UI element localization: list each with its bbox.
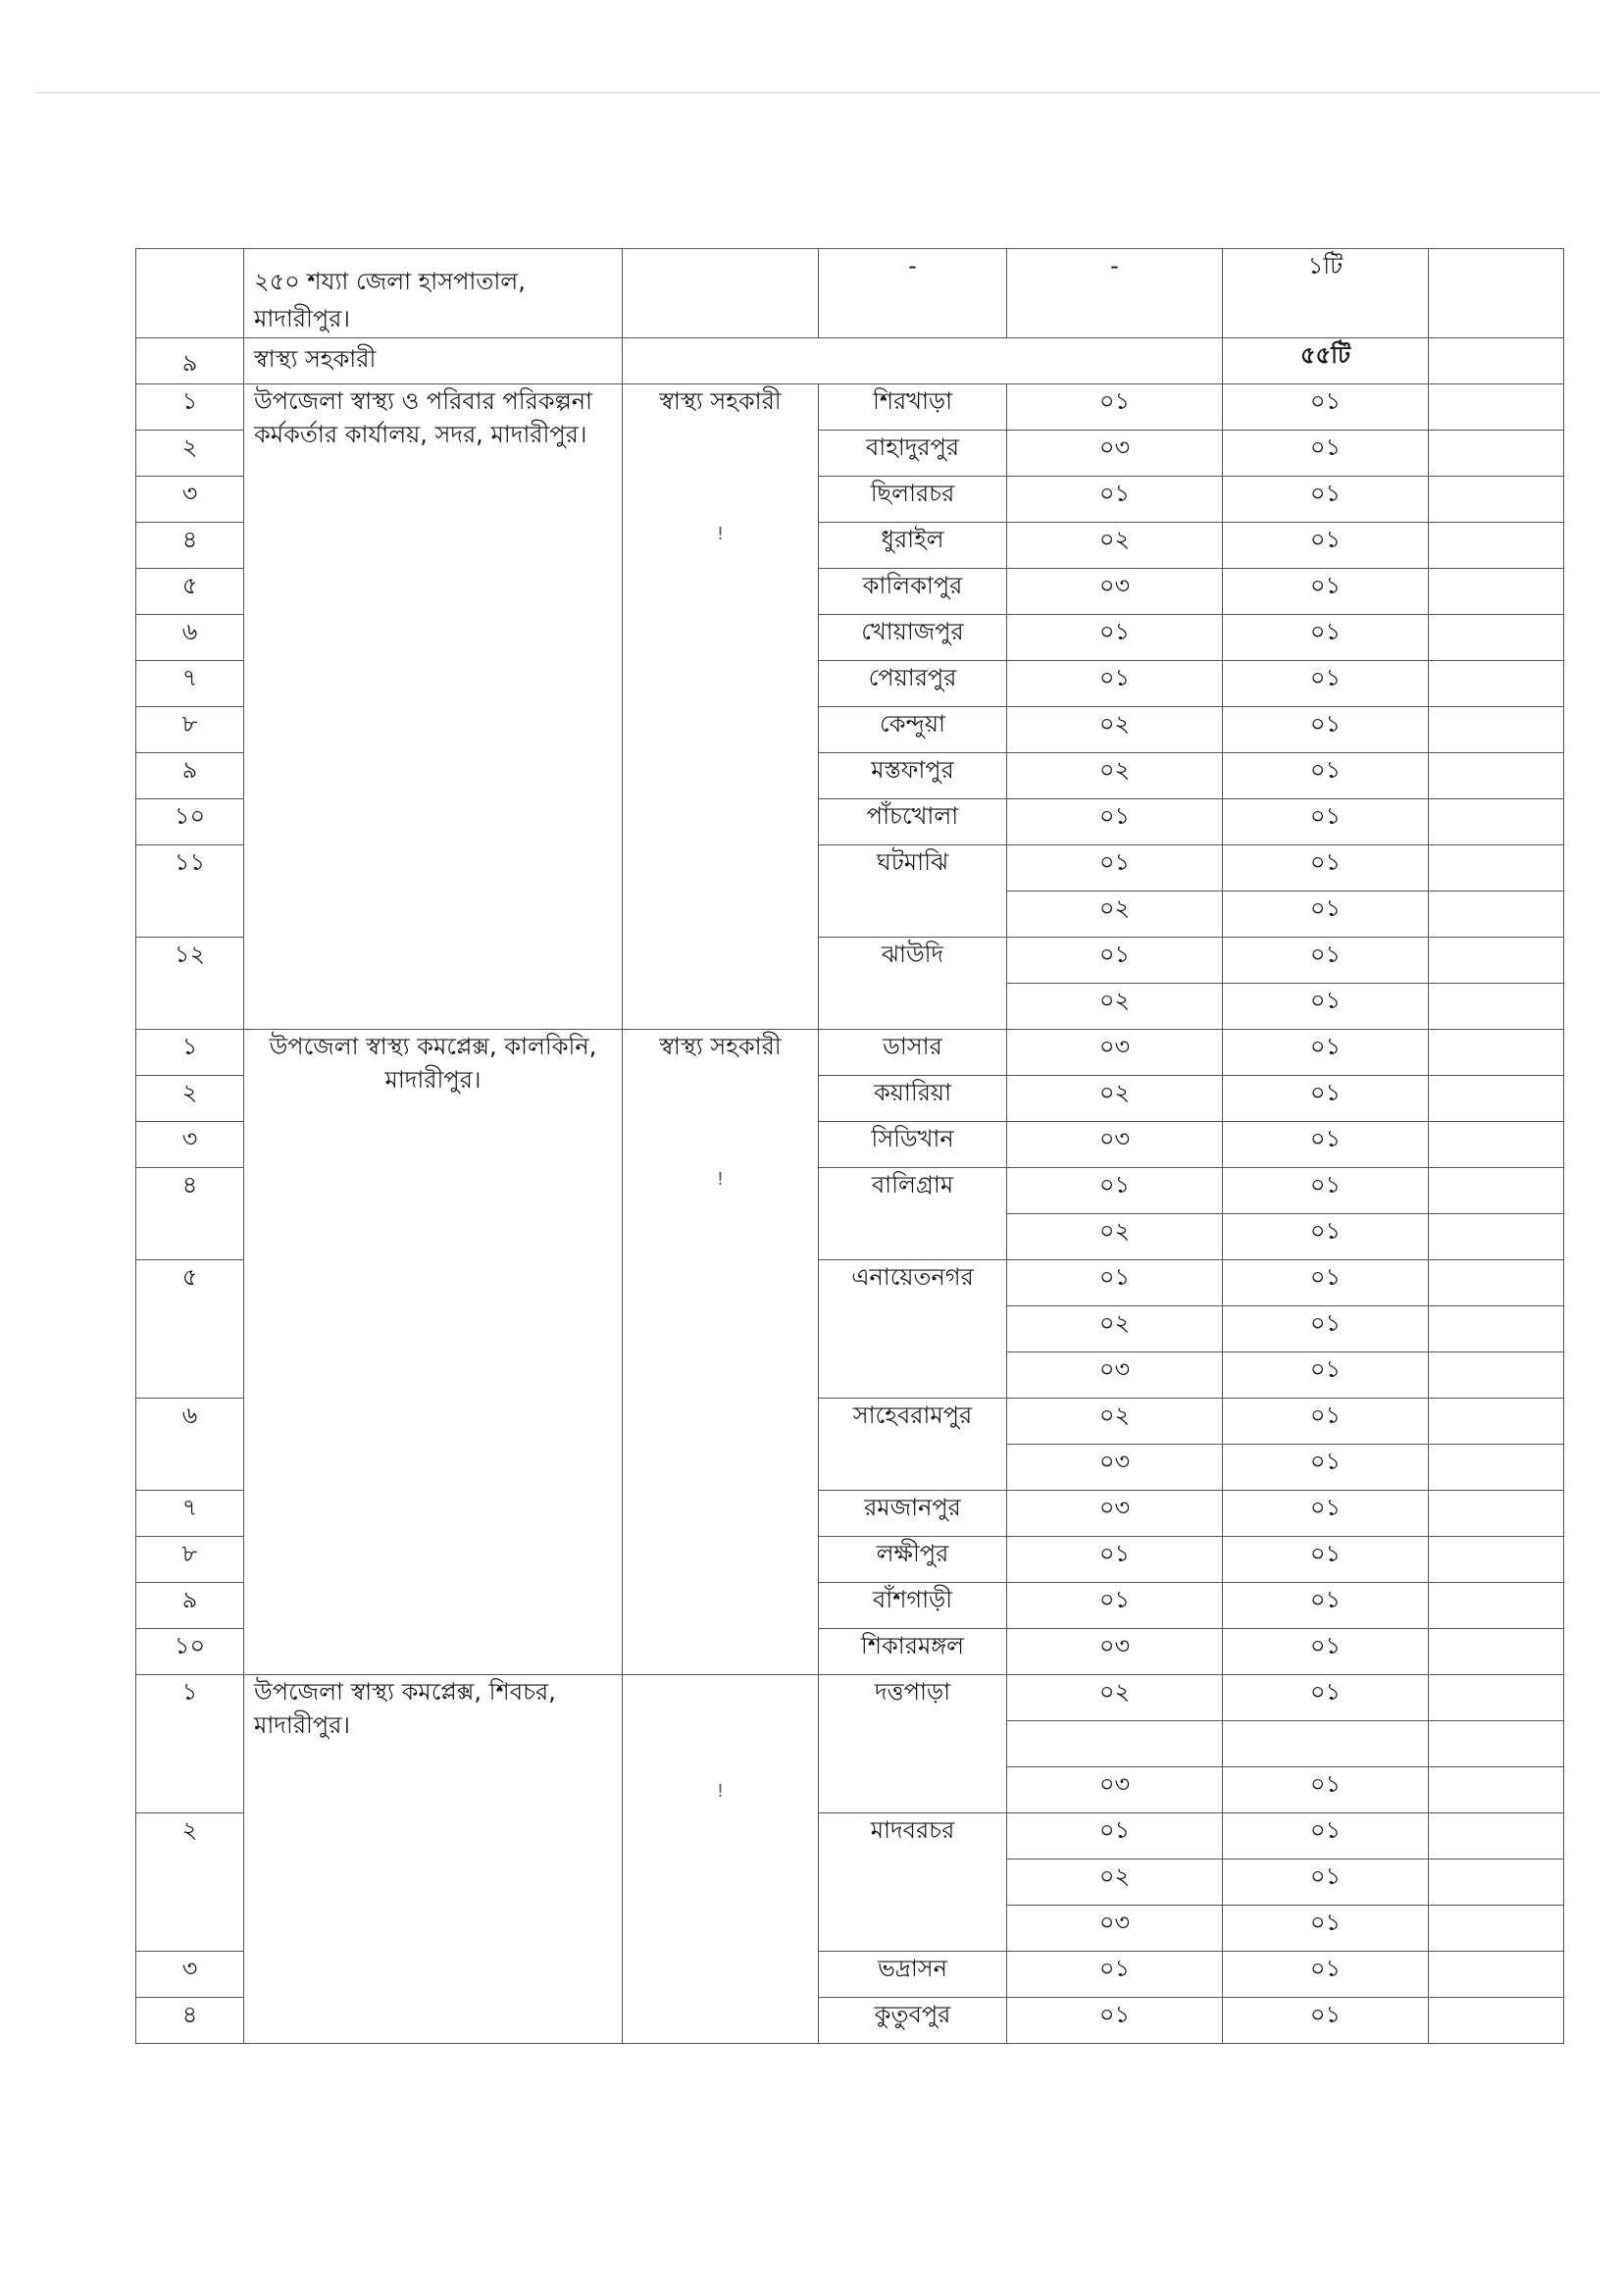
union-cell: কুতুবপুর: [819, 1998, 1007, 2044]
post-cell: [623, 1675, 819, 2044]
posts-cell: ০১: [1223, 1214, 1429, 1260]
remarks-cell: [1429, 569, 1564, 615]
remarks-cell: [1429, 1998, 1564, 2044]
tick-mark: !: [716, 1781, 725, 1802]
table-row: [136, 1675, 1564, 1721]
posts-cell: ০১: [1223, 845, 1429, 892]
section-title: স্বাস্থ্য সহকারী: [244, 338, 623, 384]
serial-cell: ৭: [136, 661, 244, 707]
posts-cell: ০১: [1223, 799, 1429, 845]
remarks-cell: [1429, 615, 1564, 661]
header-row: [136, 249, 1564, 338]
posts-cell: ০১: [1223, 1306, 1429, 1352]
ward-cell: ০৩: [1007, 1767, 1223, 1813]
remarks-cell: [1429, 1122, 1564, 1168]
ward-cell: ০৩: [1007, 1122, 1223, 1168]
posts-cell: ০১: [1223, 984, 1429, 1030]
ward-cell: ০৩: [1007, 1906, 1223, 1952]
serial-cell: ৮: [136, 707, 244, 753]
section-serial: ৯: [136, 338, 244, 384]
ward-cell: ০২: [1007, 523, 1223, 569]
posts-cell: ০১: [1223, 384, 1429, 431]
remarks-cell: [1429, 845, 1564, 892]
posts-cell: ০১: [1223, 1629, 1429, 1675]
vacancy-table: [135, 248, 1564, 2044]
union-cell: ঝাউদি: [819, 938, 1007, 1030]
serial-cell: ৪: [136, 1998, 244, 2044]
union-cell: খোয়াজপুর: [819, 615, 1007, 661]
ward-cell: ০১: [1007, 1583, 1223, 1629]
union-cell: ছিলারচর: [819, 477, 1007, 523]
serial-cell: ৬: [136, 1399, 244, 1491]
serial-cell: ৪: [136, 1168, 244, 1260]
section-total: ৫৫টি: [1223, 338, 1429, 384]
section-row: [136, 338, 1564, 384]
remarks-cell: [1429, 799, 1564, 845]
remarks-cell: [1429, 523, 1564, 569]
remarks-cell: [1429, 938, 1564, 984]
ward-cell: ০৩: [1007, 431, 1223, 477]
union-cell: সিডিখান: [819, 1122, 1007, 1168]
ward-cell: ০১: [1007, 799, 1223, 845]
remarks-cell: [1429, 1030, 1564, 1076]
union-cell: কালিকাপুর: [819, 569, 1007, 615]
remarks-cell: [1429, 661, 1564, 707]
remarks-cell: [1429, 1583, 1564, 1629]
ward-cell: ০২: [1007, 1399, 1223, 1445]
ward-cell: [1007, 1721, 1223, 1767]
remarks-cell: [1429, 1721, 1564, 1767]
posts-cell: ০১: [1223, 1537, 1429, 1583]
serial-cell: ৩: [136, 1122, 244, 1168]
union-cell: দত্তপাড়া: [819, 1675, 1007, 1813]
ward-cell: ০৩: [1007, 1030, 1223, 1076]
tick-mark: !: [716, 524, 725, 544]
remarks-cell: [1429, 477, 1564, 523]
table-row: [136, 1030, 1564, 1076]
post-label: স্বাস্থ্য সহকারী: [659, 387, 782, 415]
remarks-cell: [1429, 338, 1564, 384]
remarks-cell: [1429, 1629, 1564, 1675]
union-cell: মাদবরচর: [819, 1813, 1007, 1952]
remarks-cell: [1429, 1445, 1564, 1491]
serial-cell: ১০: [136, 799, 244, 845]
ward-cell: ০১: [1007, 384, 1223, 431]
posts-cell: ০১: [1223, 1906, 1429, 1952]
remarks-cell: [1429, 1906, 1564, 1952]
posts-cell: ০১: [1223, 1675, 1429, 1721]
union-cell: ডাসার: [819, 1030, 1007, 1076]
serial-cell: ৭: [136, 1491, 244, 1537]
serial-cell: ২: [136, 1813, 244, 1952]
union-cell: কয়ারিয়া: [819, 1076, 1007, 1122]
remarks-cell: [1429, 1306, 1564, 1352]
posts-cell: ০১: [1223, 661, 1429, 707]
posts-cell: ০১: [1223, 753, 1429, 799]
remarks-cell: [1429, 753, 1564, 799]
office-cell: উপজেলা স্বাস্থ্য কমপ্লেক্স, কালকিনি, মাদারীপুর।: [244, 1030, 623, 1675]
posts-cell: ০১: [1223, 1998, 1429, 2044]
office-cell: ২৫০ শয্যা জেলা হাসপাতাল, মাদারীপুর।: [244, 249, 623, 338]
union-cell: বাহাদুরপুর: [819, 431, 1007, 477]
union-cell: কেন্দুয়া: [819, 707, 1007, 753]
ward-cell: ০১: [1007, 661, 1223, 707]
remarks-cell: [1429, 1260, 1564, 1306]
posts-cell: ১টি: [1223, 249, 1429, 338]
post-cell: [623, 1030, 819, 1675]
union-cell: লক্ষীপুর: [819, 1537, 1007, 1583]
posts-cell: ০১: [1223, 892, 1429, 938]
posts-cell: ০১: [1223, 569, 1429, 615]
union-cell: শিকারমঙ্গল: [819, 1629, 1007, 1675]
serial-cell: ৯: [136, 753, 244, 799]
union-cell: ভদ্রাসন: [819, 1952, 1007, 1998]
serial-cell: ৪: [136, 523, 244, 569]
union-cell: মস্তফাপুর: [819, 753, 1007, 799]
remarks-cell: [1429, 249, 1564, 338]
ward-cell: ০২: [1007, 1306, 1223, 1352]
serial-cell: ৮: [136, 1537, 244, 1583]
ward-cell: ০৩: [1007, 569, 1223, 615]
serial-cell: ১: [136, 384, 244, 431]
remarks-cell: [1429, 1491, 1564, 1537]
union-cell: ঘটমাঝি: [819, 845, 1007, 938]
posts-cell: ০১: [1223, 1260, 1429, 1306]
posts-cell: ০১: [1223, 1583, 1429, 1629]
union-cell: এনায়েতনগর: [819, 1260, 1007, 1399]
posts-cell: [1223, 1721, 1429, 1767]
ward-cell: ০২: [1007, 1675, 1223, 1721]
ward-cell: ০১: [1007, 1998, 1223, 2044]
serial-cell: ৫: [136, 569, 244, 615]
ward-cell: ০৩: [1007, 1491, 1223, 1537]
remarks-cell: [1429, 1860, 1564, 1906]
serial-cell: ৬: [136, 615, 244, 661]
posts-cell: ০১: [1223, 1813, 1429, 1860]
ward-cell: ০১: [1007, 1952, 1223, 1998]
serial-cell: ৩: [136, 1952, 244, 1998]
ward-cell: ০২: [1007, 707, 1223, 753]
ward-cell: ০২: [1007, 1860, 1223, 1906]
serial-cell: ১২: [136, 938, 244, 1030]
remarks-cell: [1429, 892, 1564, 938]
table-row: [136, 384, 1564, 431]
ward-cell: ০১: [1007, 615, 1223, 661]
serial-cell: ১১: [136, 845, 244, 938]
remarks-cell: [1429, 1168, 1564, 1214]
ward-cell: ০২: [1007, 984, 1223, 1030]
posts-cell: ০১: [1223, 1122, 1429, 1168]
ward-cell: ০২: [1007, 1076, 1223, 1122]
office-cell: উপজেলা স্বাস্থ্য ও পরিবার পরিকল্পনা কর্মকর্তার কার্যালয়, সদর, মাদারীপুর।: [244, 384, 623, 1030]
serial-cell: ১: [136, 1030, 244, 1076]
serial-cell: ২: [136, 1076, 244, 1122]
ward-cell: ০৩: [1007, 1352, 1223, 1399]
remarks-cell: [1429, 1214, 1564, 1260]
serial-cell: ৩: [136, 477, 244, 523]
posts-cell: ০১: [1223, 1860, 1429, 1906]
remarks-cell: [1429, 384, 1564, 431]
remarks-cell: [1429, 1076, 1564, 1122]
posts-cell: ০১: [1223, 1491, 1429, 1537]
remarks-cell: [1429, 1675, 1564, 1721]
tick-mark: !: [716, 1169, 725, 1190]
posts-cell: ০১: [1223, 1076, 1429, 1122]
remarks-cell: [1429, 1537, 1564, 1583]
posts-cell: ০১: [1223, 615, 1429, 661]
serial-cell: ২: [136, 431, 244, 477]
union-cell: বালিগ্রাম: [819, 1168, 1007, 1260]
remarks-cell: [1429, 1952, 1564, 1998]
remarks-cell: [1429, 1352, 1564, 1399]
ward-cell: ০২: [1007, 892, 1223, 938]
post-cell: [623, 384, 819, 1030]
serial-cell: ৯: [136, 1583, 244, 1629]
serial-cell: [136, 249, 244, 338]
posts-cell: ০১: [1223, 1445, 1429, 1491]
union-cell: রমজানপুর: [819, 1491, 1007, 1537]
union-cell: পেয়ারপুর: [819, 661, 1007, 707]
union-cell: ধুরাইল: [819, 523, 1007, 569]
serial-cell: ৫: [136, 1260, 244, 1399]
ward-cell: ০২: [1007, 753, 1223, 799]
posts-cell: ০১: [1223, 477, 1429, 523]
remarks-cell: [1429, 431, 1564, 477]
posts-cell: ০১: [1223, 707, 1429, 753]
ward-cell: ০৩: [1007, 1629, 1223, 1675]
ward-cell: ০১: [1007, 1260, 1223, 1306]
union-cell: শিরখাড়া: [819, 384, 1007, 431]
remarks-cell: [1429, 984, 1564, 1030]
posts-cell: ০১: [1223, 431, 1429, 477]
posts-cell: ০১: [1223, 1952, 1429, 1998]
ward-cell: -: [1007, 249, 1223, 338]
remarks-cell: [1429, 1813, 1564, 1860]
serial-cell: ১০: [136, 1629, 244, 1675]
remarks-cell: [1429, 1399, 1564, 1445]
posts-cell: ০১: [1223, 523, 1429, 569]
posts-cell: ০১: [1223, 1168, 1429, 1214]
remarks-cell: [1429, 707, 1564, 753]
union-cell: বাঁশগাড়ী: [819, 1583, 1007, 1629]
office-cell: উপজেলা স্বাস্থ্য কমপ্লেক্স, শিবচর, মাদারীপুর।: [244, 1675, 623, 2044]
ward-cell: ০১: [1007, 1537, 1223, 1583]
section-blank: [623, 338, 1223, 384]
posts-cell: ০১: [1223, 938, 1429, 984]
serial-cell: ১: [136, 1675, 244, 1813]
ward-cell: ০১: [1007, 845, 1223, 892]
post-label: স্বাস্থ্য সহকারী: [659, 1033, 782, 1060]
union-cell: সাহেবরামপুর: [819, 1399, 1007, 1491]
union-cell: -: [819, 249, 1007, 338]
posts-cell: ০১: [1223, 1399, 1429, 1445]
remarks-cell: [1429, 1767, 1564, 1813]
ward-cell: ০১: [1007, 1168, 1223, 1214]
union-cell: পাঁচখোলা: [819, 799, 1007, 845]
posts-cell: ০১: [1223, 1352, 1429, 1399]
posts-cell: ০১: [1223, 1030, 1429, 1076]
ward-cell: ০১: [1007, 938, 1223, 984]
page-edge: [35, 92, 1600, 93]
ward-cell: ০৩: [1007, 1445, 1223, 1491]
ward-cell: ০২: [1007, 1214, 1223, 1260]
posts-cell: ০১: [1223, 1767, 1429, 1813]
ward-cell: ০১: [1007, 1813, 1223, 1860]
post-cell: [623, 249, 819, 338]
ward-cell: ০১: [1007, 477, 1223, 523]
